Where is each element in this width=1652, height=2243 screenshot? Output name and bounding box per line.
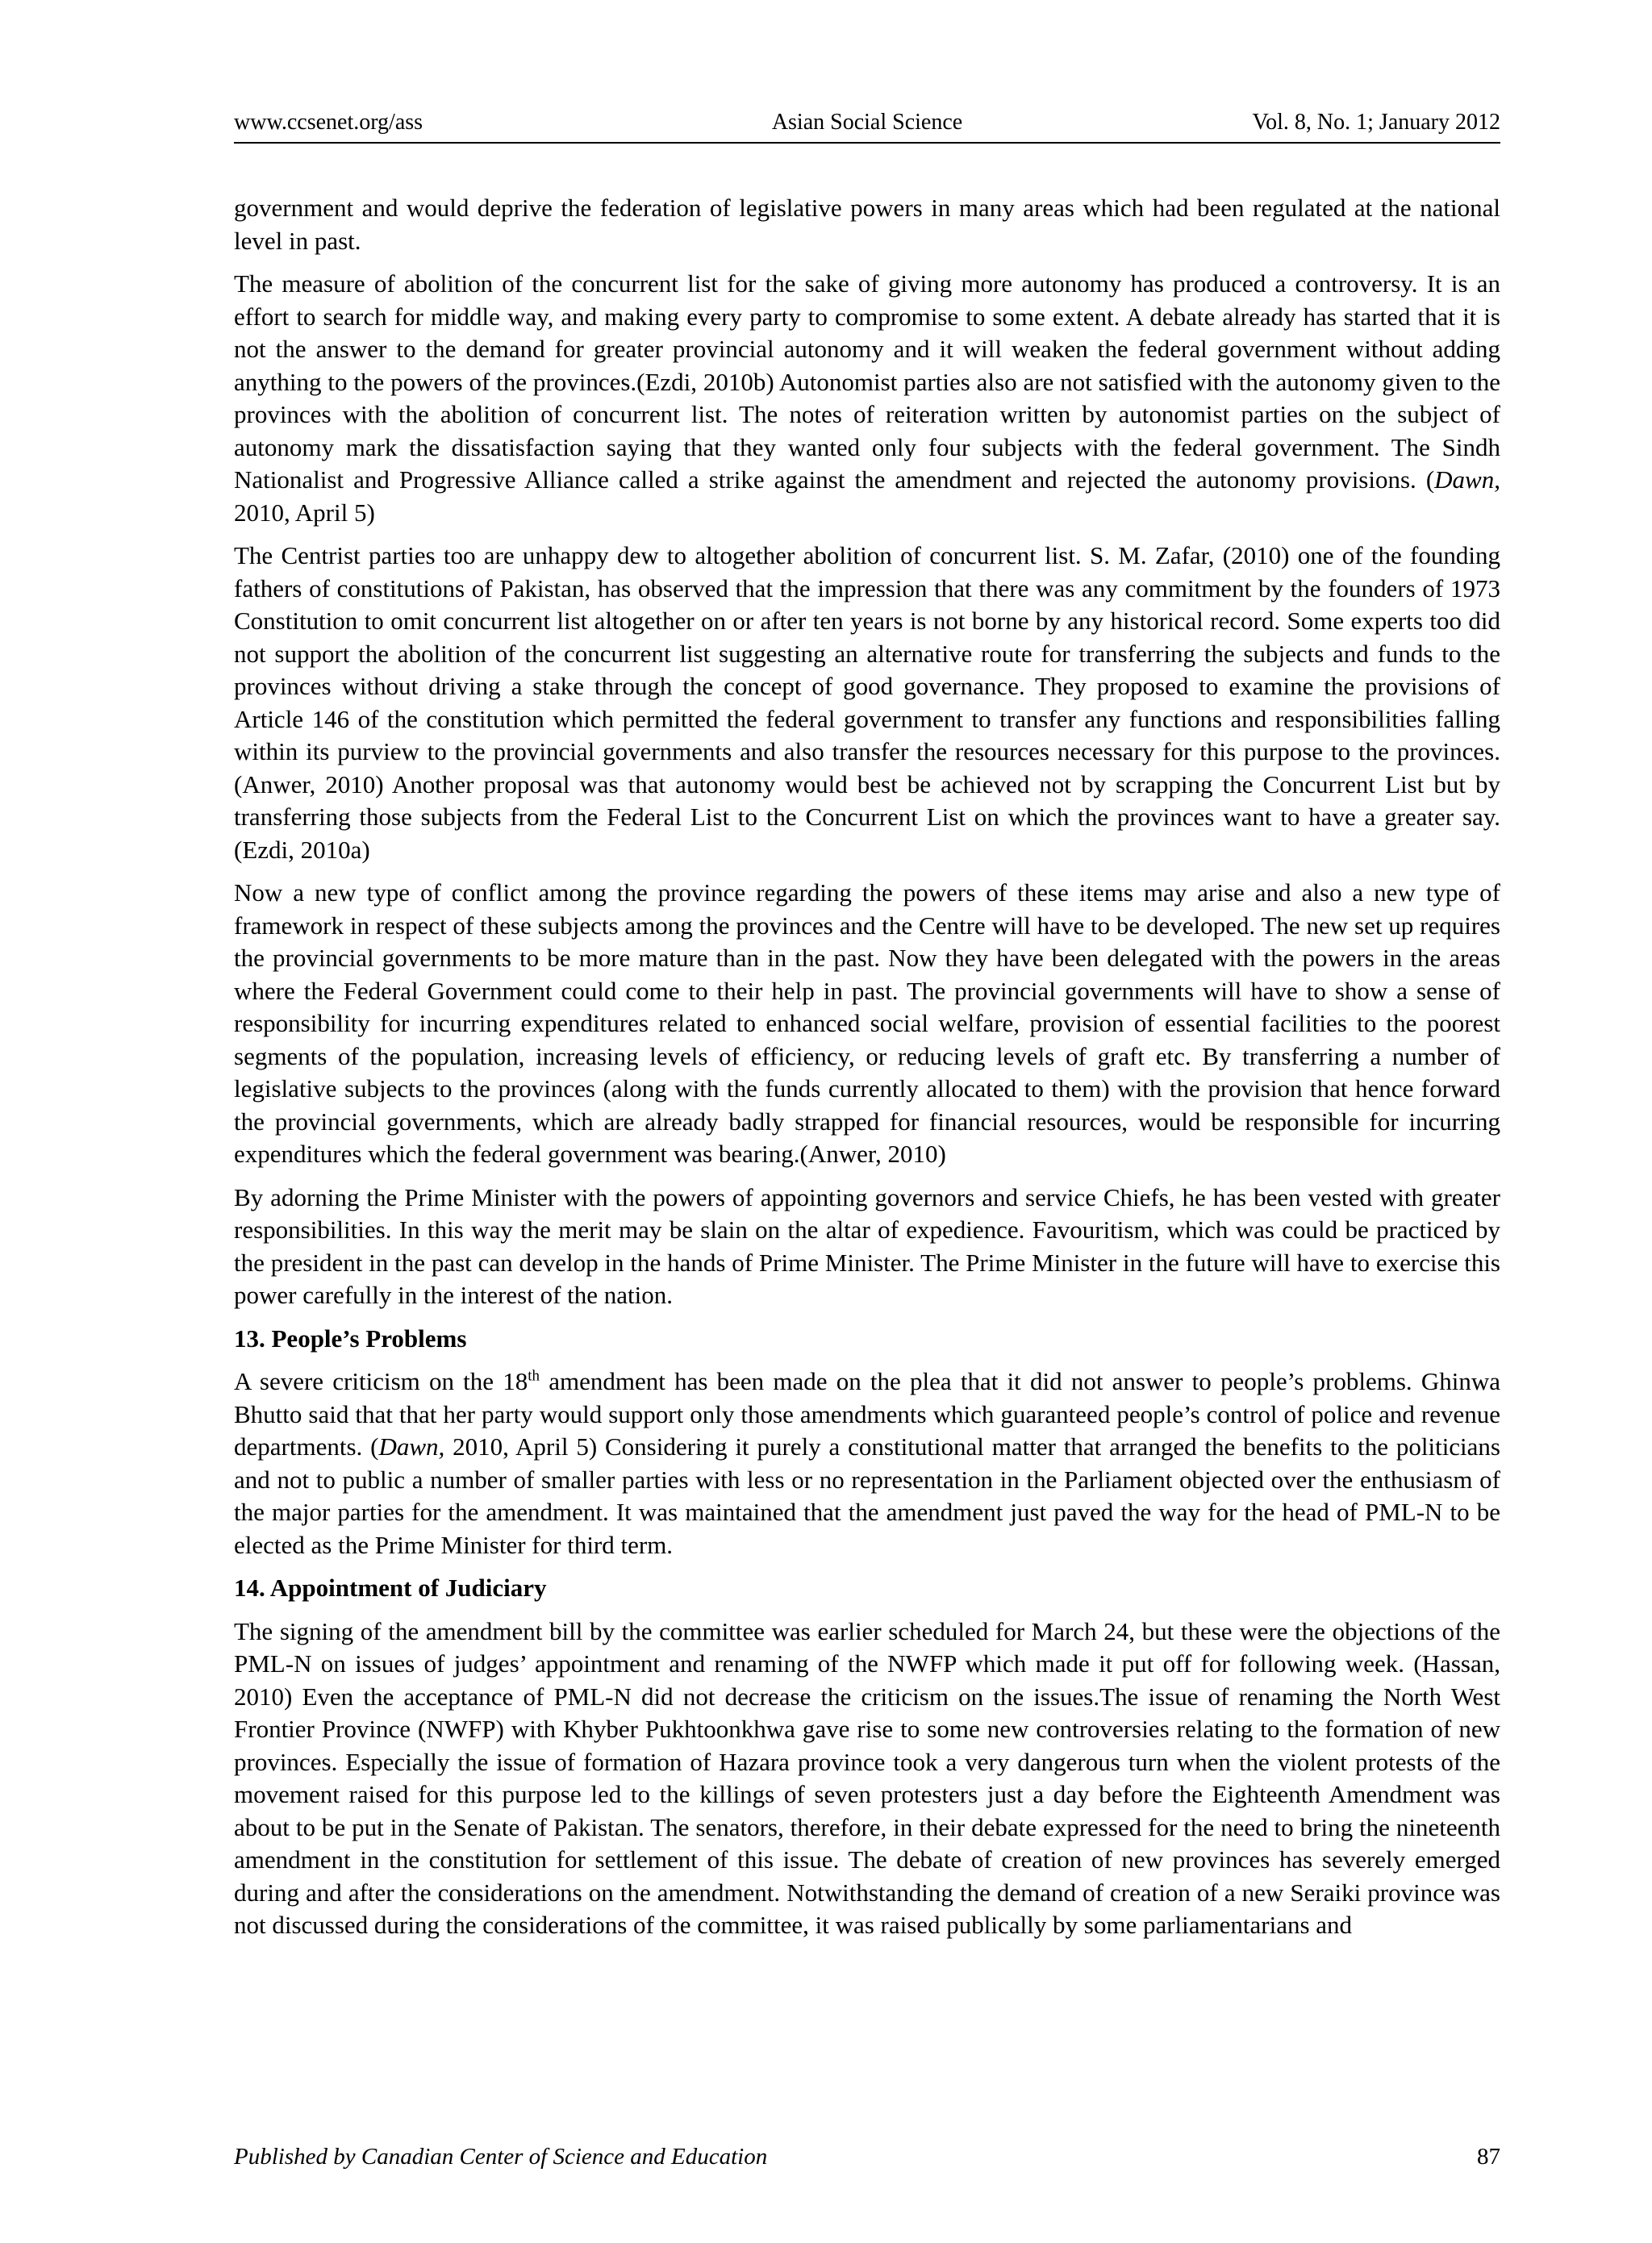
volume-info: Vol. 8, No. 1; January 2012	[1252, 110, 1500, 135]
paragraph-text: amendment has been made on the plea that it did not answer to people’s problems. Ghinwa Bhutto said that that her party would support only those amendments which guaranteed people’s control of police and revenue departments. (	[234, 1367, 1500, 1461]
citation-dawn: Dawn,	[378, 1432, 445, 1461]
paragraph-prime-minister: By adorning the Prime Minister with the powers of appointing governors and service Chiefs, he has been vested with greater responsibilities. In this way the merit may be slain on the altar of expedience. Favouritism, which was could be practiced by the president in the past can develop in the hands of Prime Minister. The Prime Minister in the future will have to exercise this power carefully in the interest of the nation.	[234, 1182, 1500, 1309]
paragraph-text: A severe criticism on the 18	[234, 1367, 528, 1395]
page-number: 87	[1477, 2144, 1500, 2170]
paragraph-centrist-parties: The Centrist parties too are unhappy dew to altogether abolition of concurrent list. S. M. Zafar, (2010) one of the founding fathers of constitutions of Pakistan, has observed that the impression that there was any commitment by the founders of 1973 Constitution to omit concurrent list altogether on or after ten years is not borne by any historical record. Some experts too did not support the abolition of the concurrent list suggesting an alternative route for transferring the subjects and funds to the provinces without driving a stake through the concept of good governance. They proposed to examine the provisions of Article 146 of the constitution which permitted the federal government to transfer any functions and responsibilities falling within its purview to the provincial governments and also transfer the resources necessary for this purpose to the provinces. (Anwer, 2010) Another proposal was that autonomy would best be achieved not by scrapping the Concurrent List but by transferring those subjects from the Federal List to the Concurrent List on which the provinces want to have a greater say. (Ezdi, 2010a)	[234, 541, 1500, 864]
journal-title: Asian Social Science	[771, 110, 963, 135]
journal-website: www.ccsenet.org/ass	[234, 110, 423, 135]
article-body	[234, 192, 1500, 1953]
publisher-credit: Published by Canadian Center of Science and Education	[234, 2144, 768, 2170]
paragraph-text: The measure of abolition of the concurrent list for the sake of giving more autonomy has produced a controversy. It is an effort to search for middle way, and making every party to compromise to some extent. A debate already has started that it is not the answer to the demand for greater provincial autonomy and it will weaken the federal government without adding anything to the powers of the provinces.(Ezdi, 2010b) Autonomist parties also are not satisfied with the autonomy given to the provinces with the abolition of concurrent list. The notes of reiteration written by autonomist parties on the subject of autonomy mark the dissatisfaction saying that they wanted only four subjects with the federal government. The Sindh Nationalist and Progressive Alliance called a strike against the amendment and rejected the autonomy provisions. (	[234, 269, 1500, 494]
section-heading-14: 14. Appointment of Judiciary	[234, 1574, 547, 1602]
running-header	[234, 106, 1500, 144]
paragraph-peoples-problems	[234, 1365, 1500, 1561]
paragraph-continuation: government and would deprive the federation of legislative powers in many areas which had been regulated at the national level in past.	[234, 194, 1500, 255]
citation-date: 2010, April 5)	[234, 498, 375, 527]
paragraph-text: 2010, April 5) Considering it purely a constitutional matter that arranged the benefits to the politicians and not to public a number of smaller parties with less or no representation in the Parliament objected over the enthusiasm of the major parties for the amendment. It was maintained that the amendment just paved the way for the head of PML-N to be elected as the Prime Minister for third term.	[234, 1432, 1500, 1559]
paragraph-judiciary: The signing of the amendment bill by the committee was earlier scheduled for March 24, but these were the objections of the PML-N on issues of judges’ appointment and renaming of the NWFP which made it put off for following week. (Hassan, 2010) Even the acceptance of PML-N did not decrease the criticism on the issues.The issue of renaming the North West Frontier Province (NWFP) with Khyber Pukhtoonkhwa gave rise to some new controversies relating to the formation of new provinces. Especially the issue of formation of Hazara province took a very dangerous turn when the violent protests of the movement raised for this purpose led to the killings of seven protesters just a day before the Eighteenth Amendment was about to be put in the Senate of Pakistan. The senators, therefore, in their debate expressed for the need to bring the nineteenth amendment in the constitution for settlement of this issue. The debate of creation of new provinces has severely emerged during and after the considerations on the amendment. Notwithstanding the demand of creation of a new Seraiki province was not discussed during the considerations of the committee, it was raised publically by some parliamentarians and	[234, 1616, 1500, 1939]
superscript-th: th	[528, 1367, 540, 1385]
paragraph-new-conflict: Now a new type of conflict among the province regarding the powers of these items may arise and also a new type of framework in respect of these subjects among the provinces and the Centre will have to be developed. The new set up requires the provincial governments to be more mature than in the past. Now they have been delegated with the powers in the areas where the Federal Government could come to their help in past. The provincial governments will have to show a sense of responsibility for incurring expenditures related to enhanced social welfare, provision of essential facilities to the poorest segments of the population, increasing levels of efficiency, or reducing levels of graft etc. By transferring a number of legislative subjects to the provinces (along with the funds currently allocated to them) with the provision that hence forward the provincial governments, which are already badly strapped for financial resources, would be responsible for incurring expenditures which the federal government was bearing.(Anwer, 2010)	[234, 878, 1500, 1168]
citation-dawn: Dawn,	[1434, 465, 1500, 494]
page-footer	[234, 2144, 1500, 2170]
section-heading-13: 13. People’s Problems	[234, 1324, 467, 1353]
paragraph-concurrent-list	[234, 268, 1500, 529]
